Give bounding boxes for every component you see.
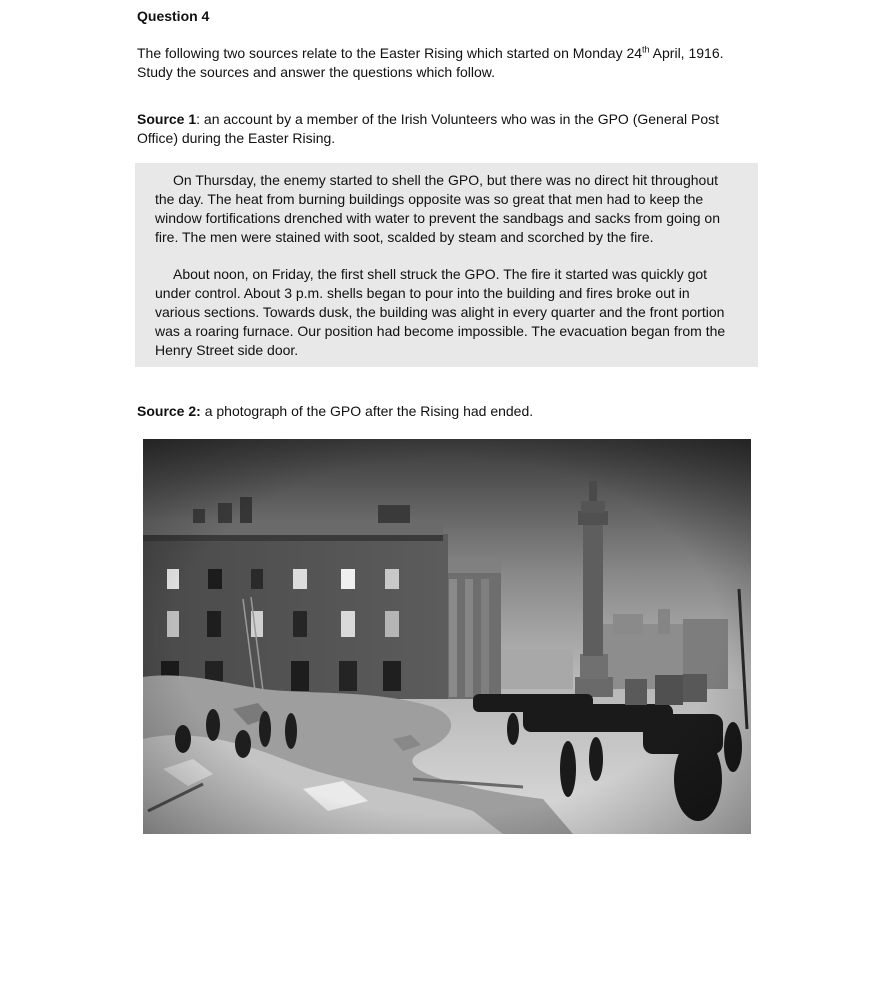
source1-label: Source 1 [137, 111, 197, 127]
intro-text-end: April, 1916. Study the sources and answer the questions which follow. [137, 45, 724, 80]
intro-text-start: The following two sources relate to the Easter Rising which started on Monday 24 [137, 45, 643, 61]
source1-description: : an account by a member of the Irish Volunteers who was in the GPO (General Post Office) during the Easter Rising. [137, 111, 720, 146]
source1-caption [137, 110, 759, 148]
source2-label: Source 2: [137, 403, 201, 419]
question-title: Question 4 [137, 8, 210, 24]
gpo-photograph [143, 439, 751, 834]
intro-text [137, 44, 759, 82]
gpo-photograph-image [143, 439, 751, 834]
source1-quote-box [135, 163, 758, 367]
source2-description: a photograph of the GPO after the Rising had ended. [200, 403, 534, 419]
source1-paragraph-1: On Thursday, the enemy started to shell the GPO, but there was no direct hit throughout the day. The heat from burning buildings opposite was so great that men had to keep the window fortifications drenched with water to prevent the sandbags and sacks from going on fire. The men were stained with soot, scalded by steam and scorched by the fire. [155, 172, 720, 245]
source2-caption [137, 402, 533, 421]
intro-superscript: th [642, 44, 650, 55]
source1-paragraph-2: About noon, on Friday, the first shell struck the GPO. The fire it started was quickly got under control. About 3 p.m. shells began to pour into the building and fires broke out in various sections. Towards dusk, the building was alight in every quarter and the front portion was a roaring furnace. Our position had become impossible. The evacuation began from the Henry Street side door. [155, 266, 726, 358]
